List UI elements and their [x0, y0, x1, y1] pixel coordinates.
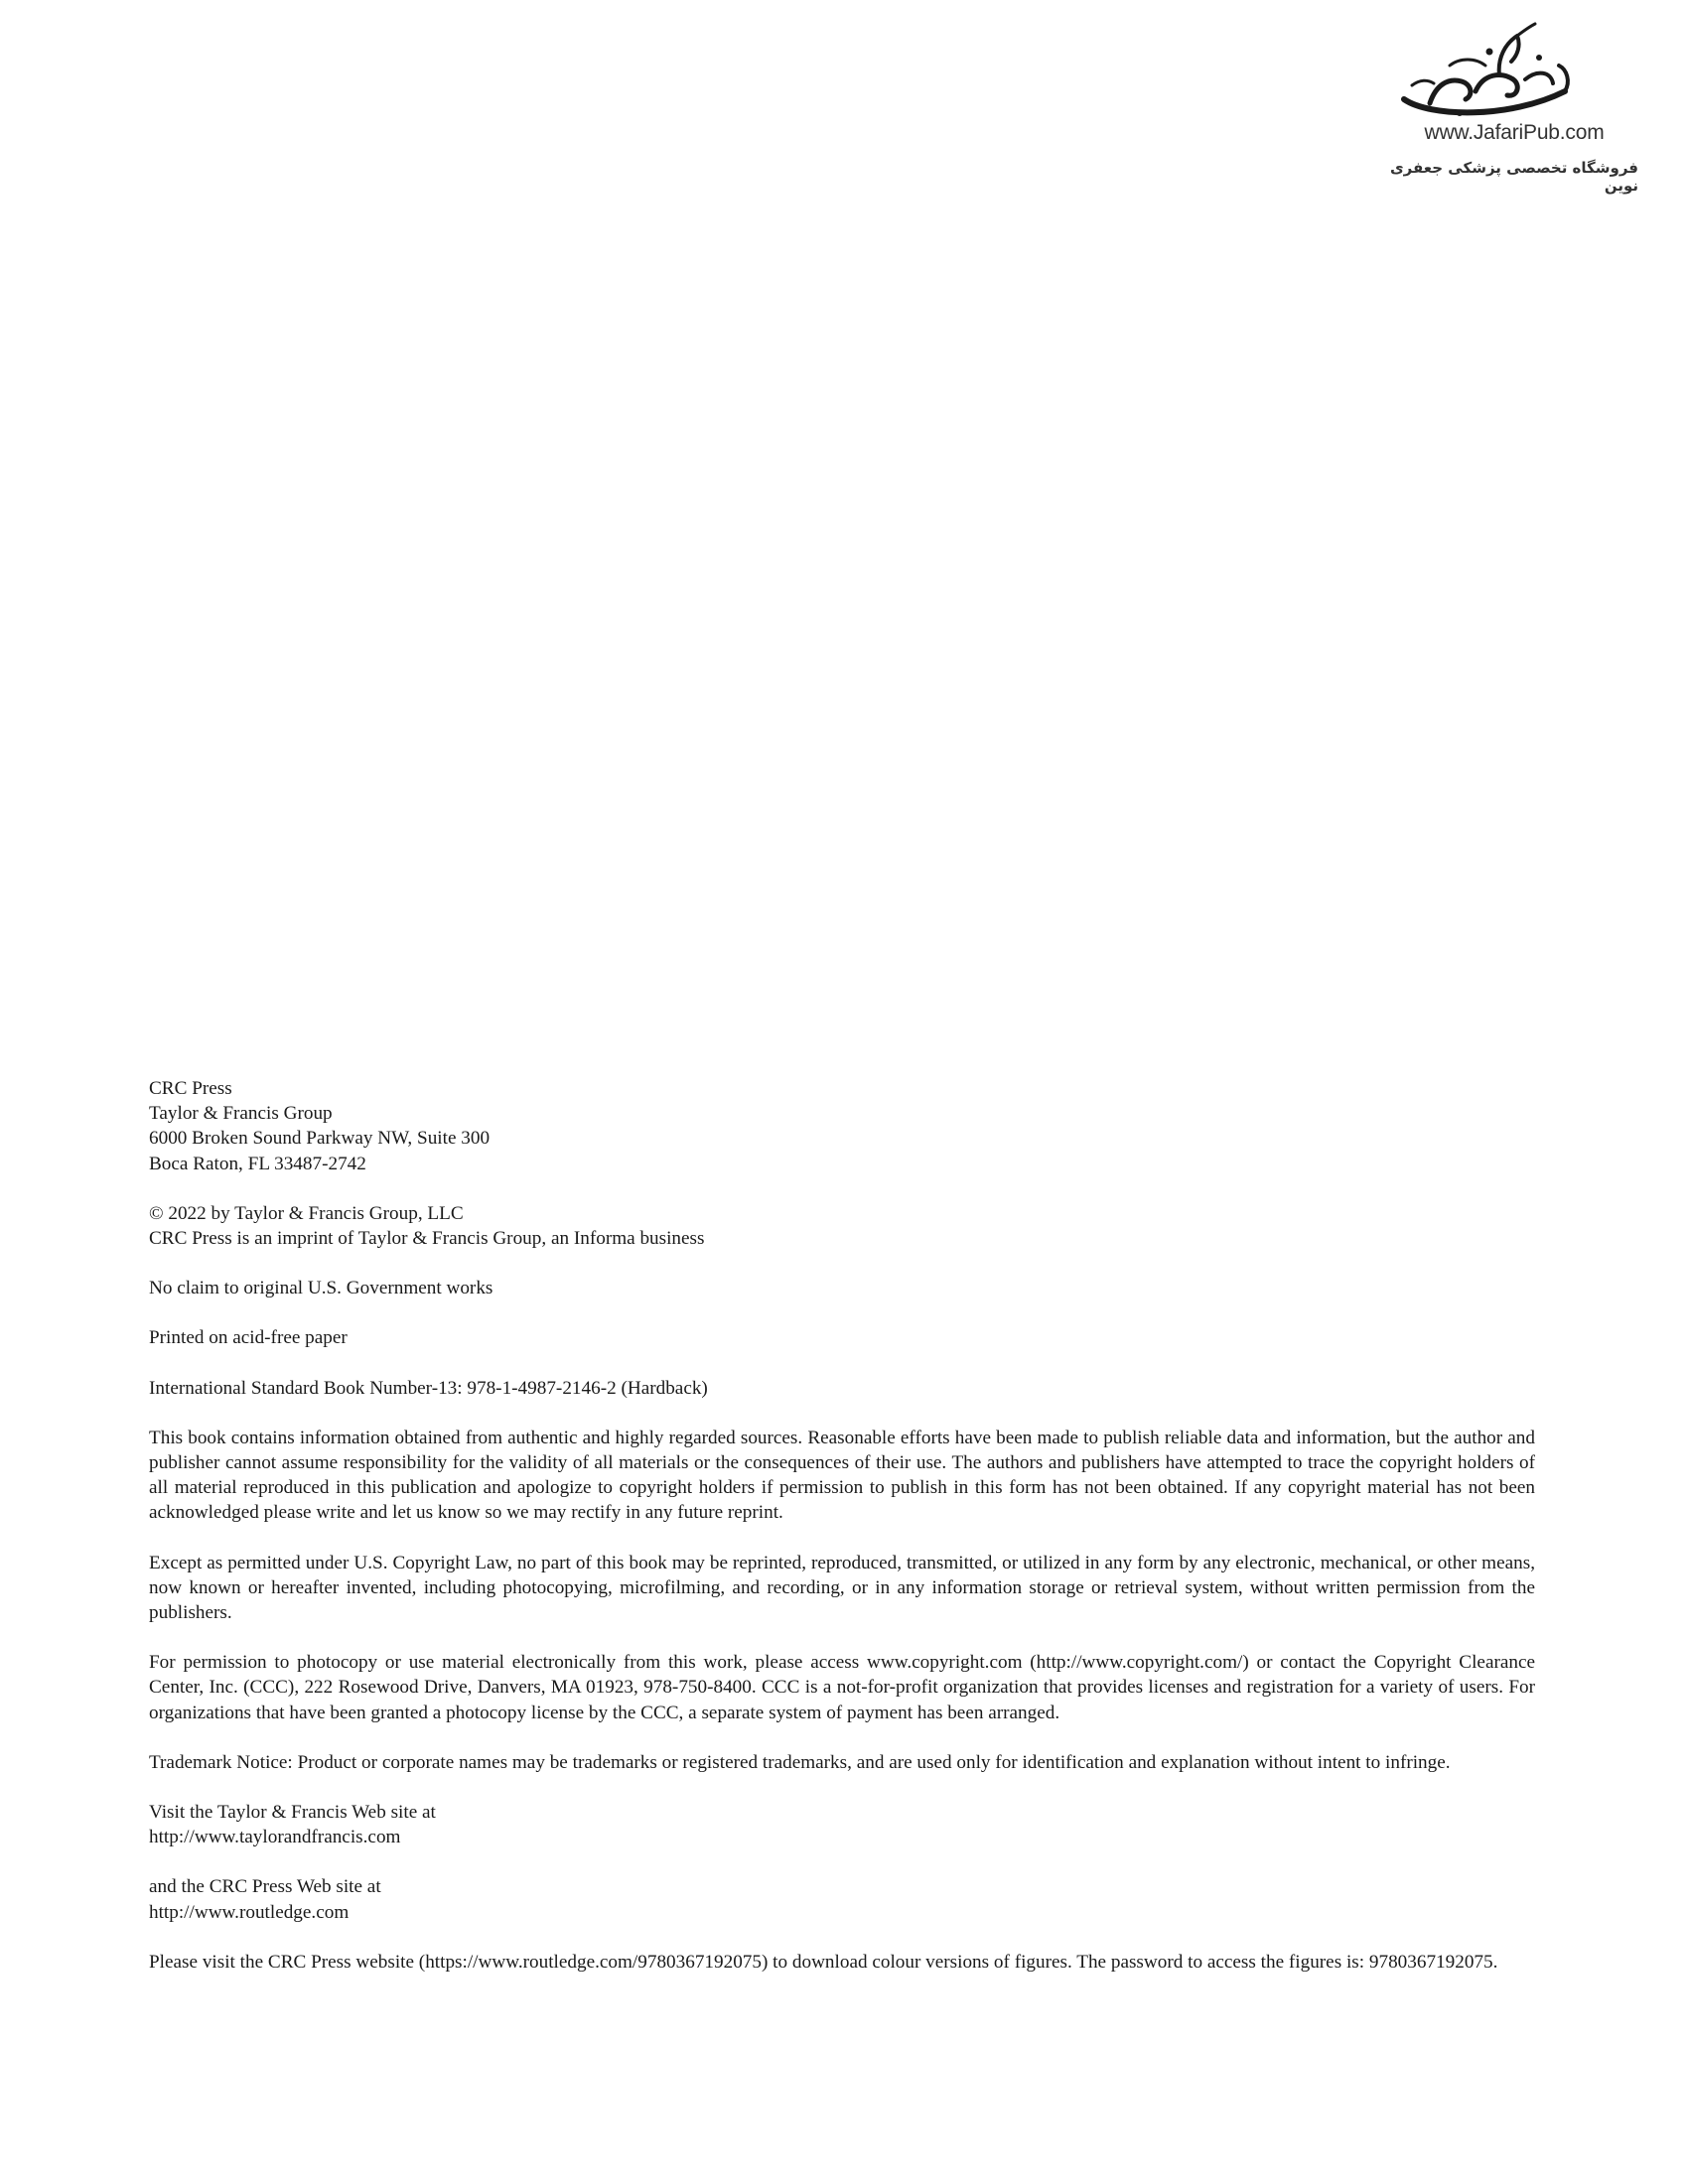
visit-tf-url[interactable]: http://www.taylorandfrancis.com: [149, 1827, 401, 1848]
isbn-line: International Standard Book Number-13: 978-1-4987-2146-2 (Hardback): [149, 1377, 708, 1399]
imprint-line: CRC Press is an imprint of Taylor & Francis Group, an Informa business: [149, 1228, 705, 1250]
publisher-street: 6000 Broken Sound Parkway NW, Suite 300: [149, 1128, 491, 1150]
publisher-city: Boca Raton, FL 33487-2742: [149, 1153, 366, 1174]
visit-crc-label: and the CRC Press Web site at: [149, 1876, 381, 1898]
logo-url-text: www.JafariPub.com: [1424, 121, 1605, 144]
no-claim-line: No claim to original U.S. Government works: [149, 1278, 493, 1299]
publisher-logo: [1350, 22, 1648, 195]
taylor-francis-website: [149, 1800, 1535, 1849]
publisher-name: CRC Press: [149, 1078, 232, 1099]
copyright-line: © 2022 by Taylor & Francis Group, LLC: [149, 1202, 464, 1224]
copyright-page-text: [149, 1076, 1535, 1999]
visit-tf-label: Visit the Taylor & Francis Web site at: [149, 1802, 436, 1824]
jafaripub-logo-icon: [1390, 22, 1589, 131]
trademark-paragraph: [149, 1750, 1535, 1775]
permission-paragraph: For permission to photocopy or use material electronically from this work, please access www.copyright.com (http://www.copyright.com/) or contact the Copyright Clearance Center, Inc. (CCC), 222 Rosewood Drive, Danvers, MA 01923, 978-750-8400. CCC is a not-for-profit organization that provides licenses and registration for a variety of users. For organizations that have been granted a photocopy license by the CCC, a separate system of payment has been arranged.: [149, 1652, 1535, 1723]
crc-website: [149, 1874, 1535, 1924]
paper-line: Printed on acid-free paper: [149, 1327, 348, 1349]
visit-crc-url[interactable]: http://www.routledge.com: [149, 1901, 350, 1923]
publisher-address: [149, 1076, 1535, 1176]
trademark-label: Trademark Notice:: [149, 1751, 293, 1773]
copyright-law-paragraph: Except as permitted under U.S. Copyright Law, no part of this book may be reprinted, reproduced, transmitted, or utilized in any form by any electronic, mechanical, or other means, now known or hereafter invented, including photocopying, microfilming, and recording, or in any information storage or retrieval system, without written permission from the publishers.: [149, 1552, 1535, 1624]
trademark-text: Product or corporate names may be trademarks or registered trademarks, and are used only for identification and explanation without intent to infringe.: [292, 1751, 1451, 1773]
copyright-block: [149, 1201, 1535, 1251]
figures-paragraph: Please visit the CRC Press website (https://www.routledge.com/9780367192075) to download colour versions of figures. The password to access the figures is: 9780367192075.: [149, 1951, 1498, 1973]
publisher-group: Taylor & Francis Group: [149, 1103, 333, 1125]
logo-persian-text: فروشگاه تخصصی پزشکی جعفری نوین: [1389, 159, 1638, 195]
information-paragraph: This book contains information obtained from authentic and highly regarded sources. Reasonable efforts have been made to publish reliable data and information, but the author and publisher cannot assume responsibility for the validity of all materials or the consequences of their use. The authors and publishers have attempted to trace the copyright holders of all material reproduced in this publication and apologize to copyright holders if permission to publish in this form has not been obtained. If any copyright material has not been acknowledged please write and let us know so we may rectify in any future reprint.: [149, 1427, 1535, 1524]
